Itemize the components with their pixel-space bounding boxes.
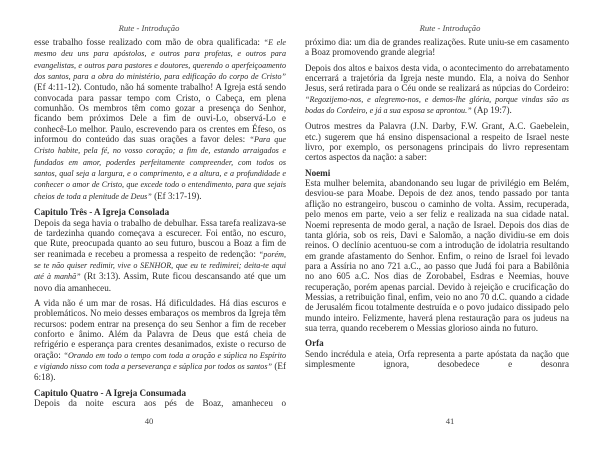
section-heading: Orfa bbox=[305, 338, 324, 349]
chapter-heading: Capitulo Quatro - A Igreja Consumada bbox=[34, 387, 187, 398]
paragraph: Esta mulher belemita, abandonando seu lugar de privilégio em Belém, desviou-se para Moabe. Depois de dez anos, tendo passado por tanta aflição no estrangeiro, buscou o caminho de volta. Assim, recuperada, pelo menos em parte, veio a ser feliz e realizada na sua cidade natal. Noemi representa de modo geral, a nação de Israel. Depois dos dias de tanta glória, sob os reis, Davi e Salomão, a nação dividiu-se em dois reinos. O declínio acentuou-se com a introdução de idolatria resultando em grande afastamento do Senhor. Enfim, o reino de Israel foi levado para a Assíria no ano 721 a.C., ao passo que Judá foi para a Babilônia no ano 605 a.C. Nos dias de Zorobabel, Esdras e Neemias, houve recuperação, porém apenas parcial. Devido à rejeição e crucificação do Messias, a retribuição final, enfim, veio no ano 70 d.C. quando a cidade de Jerusalém ficou totalmente destruída e o povo judaico dissipado pelo mundo inteiro. Felizmente, haverá plena restauração para os judeus na sua terra, quando receberem o Messias glorioso ainda no futuro. bbox=[305, 178, 569, 333]
paragraph: Outros mestres da Palavra (J.N. Darby, F.W. Grant, A.C. Gaebelein, etc.) sugerem que há ensino dispensacional a respeito de Israel neste livro, por exemplo, os personagens principais do livro representam certos aspectos da nação: a saber: bbox=[305, 121, 569, 163]
scripture-quote: “E ele mesmo deu uns para apóstolos, e outros para profetas, e outros para evangelistas, e outros para pastores e doutores, querendo o aperfeiçoamento dos santos, para a obra do ministério, para edificação do corpo de Cristo” bbox=[34, 38, 286, 82]
page-number: 41 bbox=[445, 416, 455, 426]
paragraph: Sendo incrédula e ateia, Orfa representa a parte apóstata da nação que simplesmente ignora, desobedece e desonra bbox=[305, 348, 569, 369]
paragraph bbox=[34, 37, 286, 202]
text: A vida não é um mar de rosas. Há dificuldades. Há dias escuros e problemáticos. No meio desses embaraços os membros da Igreja têm recursos: podem entrar na presença do seu Senhor a fim de receber conforto e ânimo. Além da Palavra de Deus que está cheia de refrigério e esperança para crentes desanimados, existe o recurso de oração: bbox=[34, 297, 286, 360]
paragraph: Depois da noite escura aos pés de Boaz, amanheceu o bbox=[34, 398, 286, 408]
page-number: 40 bbox=[144, 416, 154, 426]
text: (Ef 6:18). bbox=[34, 360, 286, 383]
text: esse trabalho fosse realizado com mão de obra qualificada: bbox=[34, 37, 264, 47]
paragraph bbox=[305, 63, 569, 117]
page-body bbox=[305, 37, 569, 374]
chapter-heading: Capitulo Três - A Igreja Consolada bbox=[34, 207, 170, 218]
text: (Ap 19:7). bbox=[471, 105, 512, 116]
section-heading: Noemi bbox=[305, 167, 331, 178]
paragraph bbox=[34, 218, 286, 293]
text: (Ef 3:17-19). bbox=[151, 190, 202, 201]
text: (Ef 4:11-12). Contudo, não há somente trabalho! A Igreja está sendo convocada para passar tempo com Cristo, o Cabeça, em plena comunhão. Os membros têm como gozar a presença do Senhor, ficando bem próximos Dele a fim de ouvi-Lo, observá-Lo e conhecê-Lo melhor. Paulo, escrevendo para os crentes em Éfeso, os informou do conteúdo das suas orações a favor deles: bbox=[34, 82, 286, 145]
paragraph: próximo dia: um dia de grandes realizações. Rute uniu-se em casamento a Boaz promovendo grande alegria! bbox=[305, 37, 569, 58]
page-body bbox=[34, 37, 286, 413]
text: Depois da sega havia o trabalho de debulhar. Essa tarefa realizava-se de tardezinha quando começava a escurecer. Foi então, no escuro, que Rute, preocupada quanto ao seu futuro, buscou a Boaz a fim de ser reanimada e recebeu a promessa a respeito de redenção: bbox=[34, 217, 286, 259]
scripture-quote: “porém, se te não quiser redimir, vive o SENHOR, que eu te redimirei; deita-te aqui até à manhã” bbox=[34, 249, 286, 282]
paragraph bbox=[34, 298, 286, 383]
running-header: Rute - Introdução bbox=[419, 23, 481, 33]
scripture-quote: “Regozijemo-nos, e alegremo-nos, e demos-lhe glória, porque vindas são as bodas do Cordeiro, e já a sua esposa se aprontou.” bbox=[305, 94, 569, 116]
running-header: Rute - Introdução bbox=[118, 23, 180, 33]
scripture-quote: “Orando em todo o tempo com toda a oração e súplica no Espírito e vigiando nisso com toda a perseverança e súplica por todos os santos” bbox=[34, 350, 287, 371]
text: Depois dos altos e baixos desta vida, o acontecimento do arrebatamento encerrará a trajetória da Igreja neste mundo. Ela, a noiva do Senhor Jesus, será retirada para o Céu onde se realizará as núpcias do Cordeiro: bbox=[305, 62, 569, 94]
right-page bbox=[300, 0, 600, 450]
text: (Rt 3:13). Assim, Rute ficou descansando até que um novo dia amanheceu. bbox=[34, 271, 287, 293]
scripture-quote: “Para que Cristo habite, pela fé, no vosso coração; a fim de, estando arraigados e fundados em amor, poderdes perfeitamente compreender, com todos os santos, qual seja a largura, e o comprimento, e a altura, e a profundidade e conhecer o amor de Cristo, que excede todo o entendimento, para que sejais cheios de toda a plenitude de Deus” bbox=[34, 135, 286, 201]
